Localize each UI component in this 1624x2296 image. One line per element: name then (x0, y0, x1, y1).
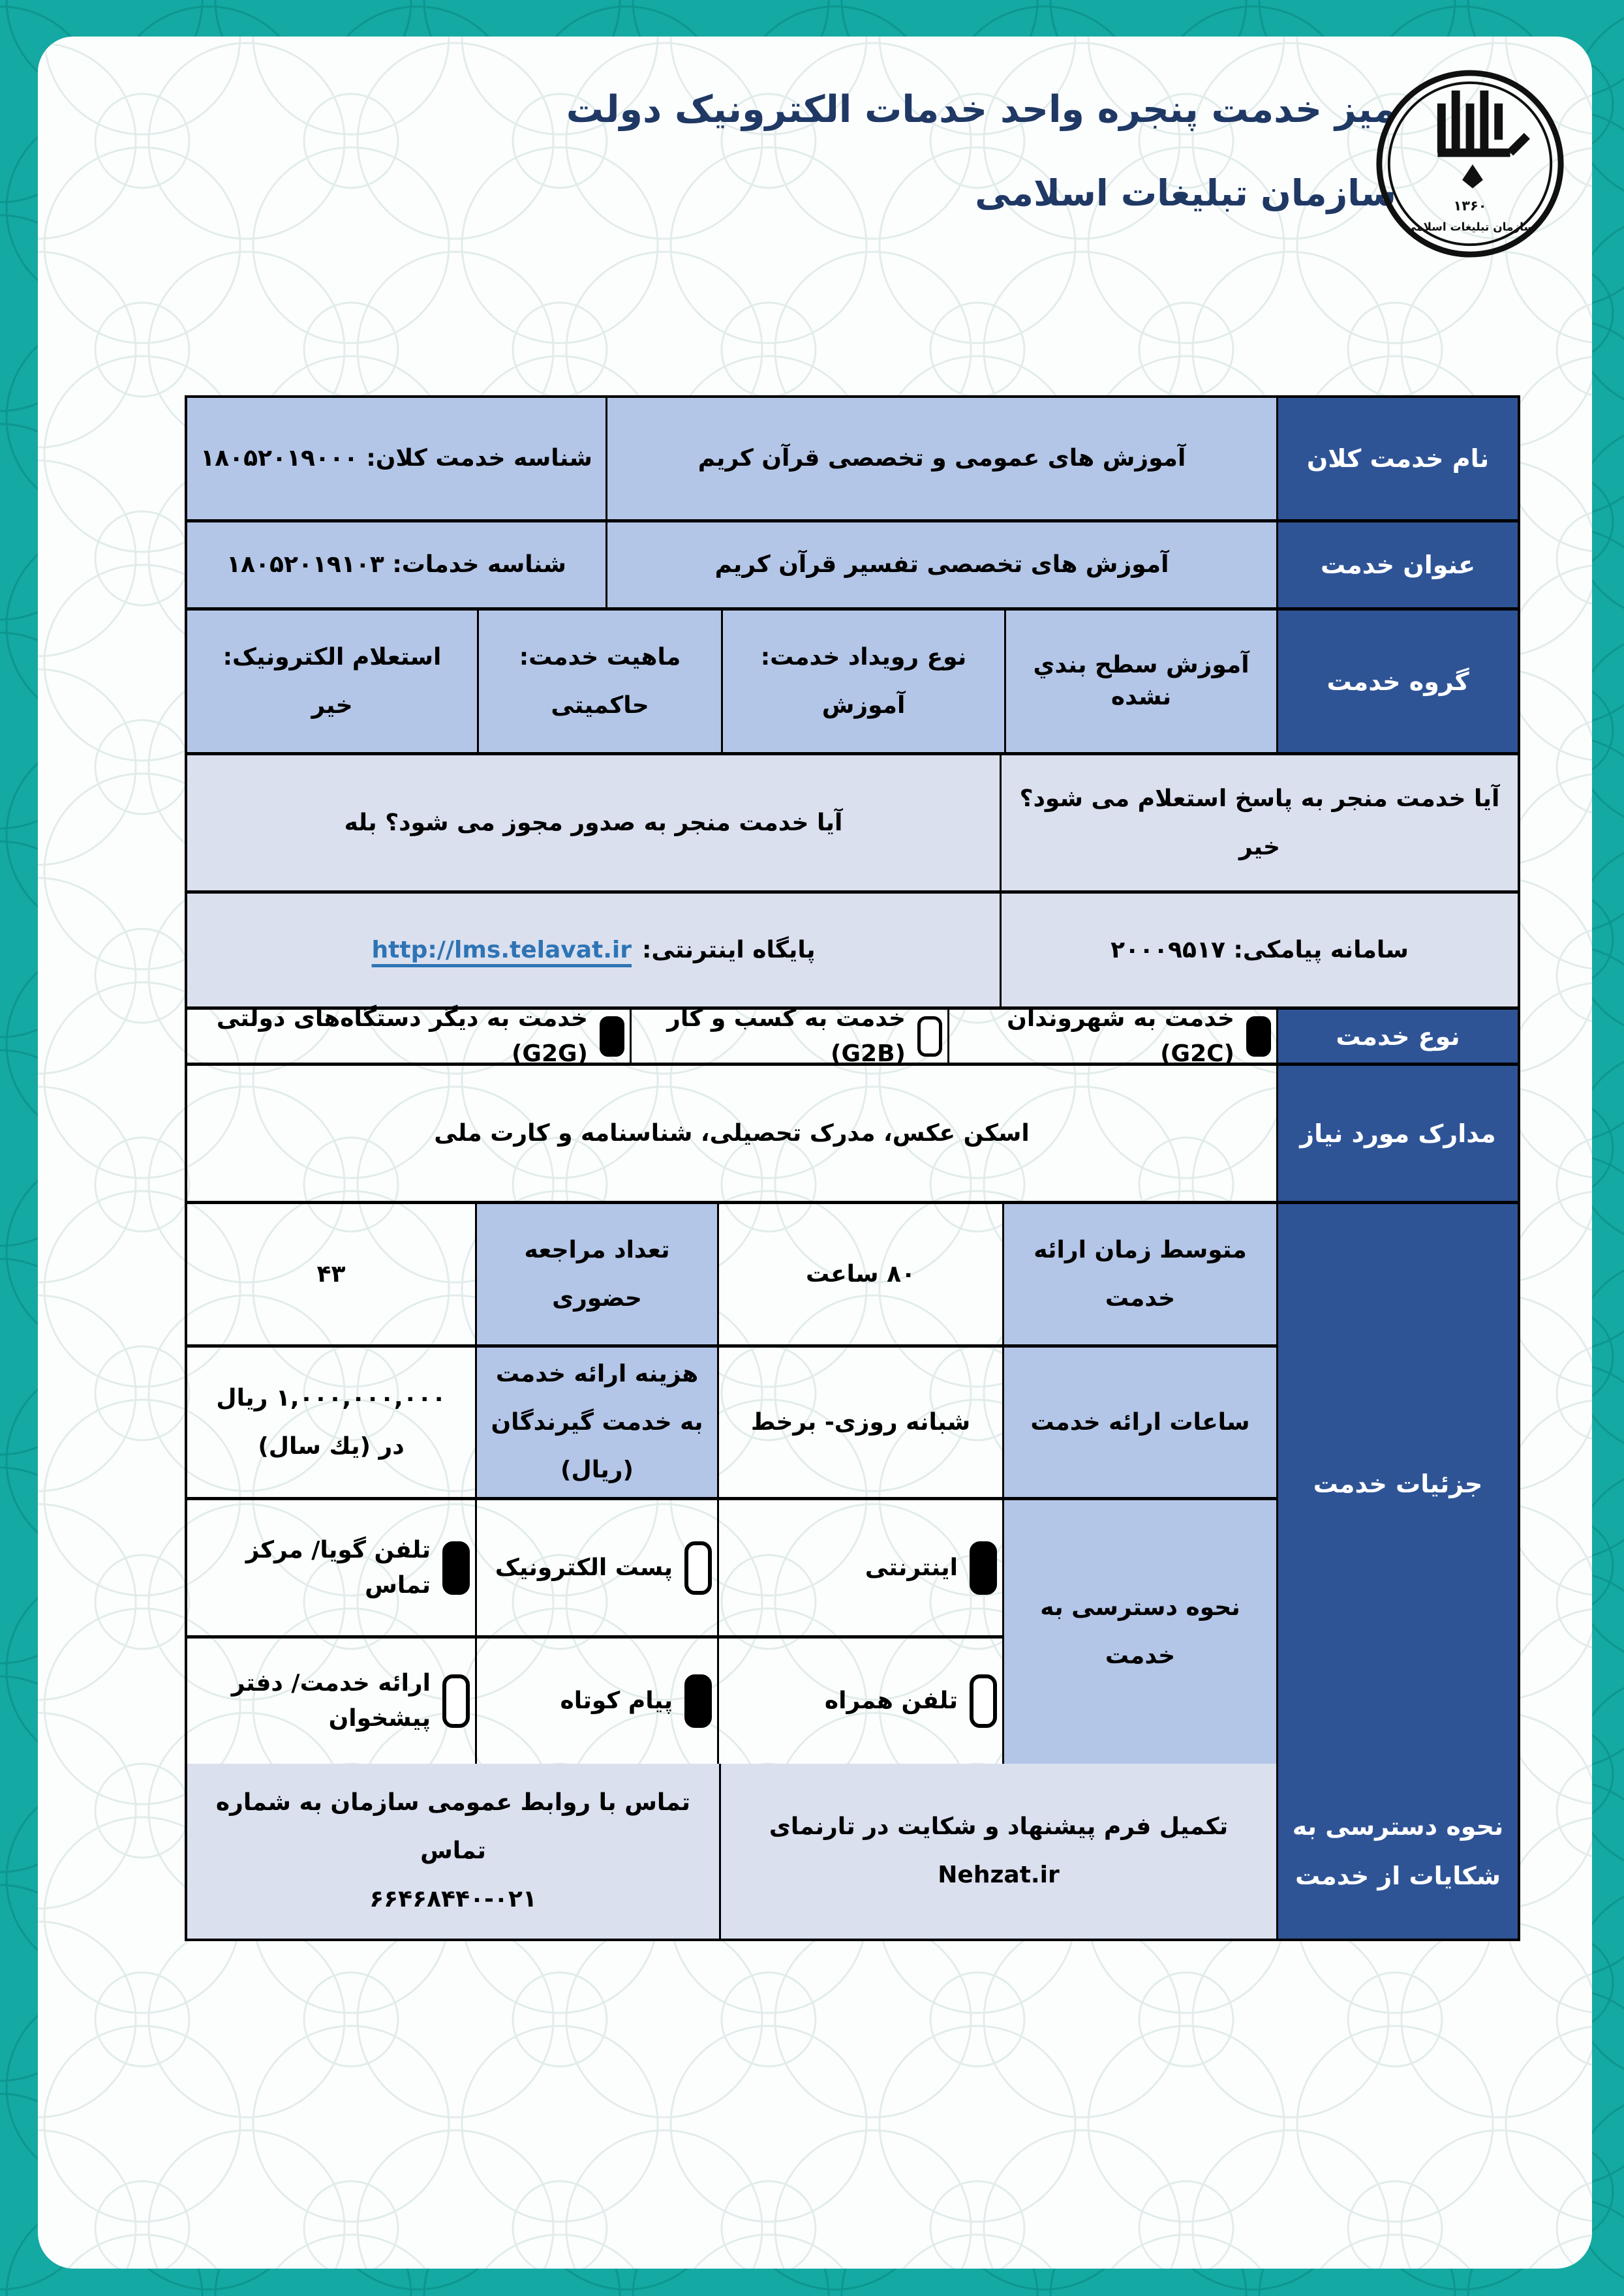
organization-logo (1373, 56, 1567, 271)
access-internet (719, 1500, 1002, 1635)
row-macro-service (187, 398, 1518, 519)
service-group-header: گروه خدمت (1278, 611, 1518, 752)
logo-year: ۱۳۶۰ (1453, 198, 1487, 214)
service-type-g2b (632, 1004, 949, 1067)
macro-service-id: شناسه خدمت کلان: ۱۸۰۵۲۰۱۹۰۰۰ (187, 398, 607, 519)
page-title: میز خدمت پنجره واحد خدمات الکترونیک دولت (566, 88, 1396, 131)
internet-label: اینترنتی (865, 1554, 958, 1581)
access-call-center (187, 1500, 477, 1635)
call-center-label: تلفن گویا/ مرکز تماس (245, 1536, 431, 1599)
g2b-label: خدمت به کسب و کار (G2B) (667, 1004, 906, 1067)
complaints-web: تکمیل فرم پیشنهاد و شکایت در تارنمای Nehzat.ir (721, 1764, 1278, 1939)
hours-label: ساعات ارائه خدمت (1004, 1348, 1276, 1497)
mobile-label: تلفن همراه (824, 1687, 958, 1714)
row-inquiry-license (187, 752, 1518, 890)
service-title-id: شناسه خدمات: ۱۸۰۵۲۰۱۹۱۰۳ (187, 522, 607, 607)
complaints-phone-number: ۶۶۴۶۸۴۴۰-۰۲۱ (369, 1885, 537, 1912)
sms-system: سامانه پیامکی: ۲۰۰۰۹۵۱۷ (1002, 894, 1518, 1006)
access-methods-grid (187, 1500, 1004, 1764)
cost-period: در (یك سال) (258, 1432, 405, 1460)
visits-value: ۴۳ (187, 1204, 477, 1344)
event-type-label: نوع رویداد خدمت: (760, 643, 967, 671)
call-center-checkbox[interactable] (442, 1541, 470, 1595)
website-link[interactable]: http://lms.telavat.ir (371, 936, 632, 963)
access-counter (187, 1639, 477, 1764)
electronic-inquiry (187, 611, 479, 752)
avg-time-label: متوسط زمان ارائه خدمت (1004, 1204, 1276, 1344)
service-title-name: آموزش های تخصصی تفسیر قرآن کریم (607, 522, 1278, 607)
g2c-checkbox[interactable] (1246, 1016, 1271, 1057)
row-documents (187, 1063, 1518, 1201)
service-details-body (187, 1204, 1278, 1764)
access-row-1 (187, 1500, 1002, 1635)
event-type-value: آموزش (821, 691, 906, 719)
website-label: پایگاه اینترنتی: (642, 936, 816, 963)
service-title-header: عنوان خدمت (1278, 522, 1518, 607)
counter-label: ارائه خدمت/ دفتر پیشخوان (231, 1670, 431, 1732)
documents-header: مدارک مورد نیاز (1278, 1066, 1518, 1201)
complaints-phone (187, 1764, 721, 1939)
g2c-label: خدمت به شهروندان (G2C) (1007, 1004, 1234, 1067)
inquiry-label: استعلام الکترونیک: (222, 643, 442, 671)
row-service-group (187, 607, 1518, 752)
counter-checkbox[interactable] (442, 1674, 470, 1728)
service-details-header: جزئیات خدمت (1278, 1204, 1518, 1764)
row-complaints (187, 1764, 1518, 1939)
sms-label: پیام کوتاه (560, 1687, 673, 1714)
nature-value: حاکمیتی (551, 691, 649, 719)
visits-label: تعداد مراجعه حضوری (477, 1204, 719, 1344)
access-methods-label: نحوه دسترسی به خدمت (1004, 1500, 1276, 1764)
service-type-header: نوع خدمت (1278, 1010, 1518, 1063)
section-service-details (187, 1201, 1518, 1764)
documents-value: اسکن عکس، مدرک تحصیلی، شناسنامه و کارت ملی (187, 1066, 1278, 1201)
access-row-2 (187, 1635, 1002, 1764)
g2g-checkbox[interactable] (600, 1016, 624, 1057)
sms-checkbox[interactable] (684, 1674, 712, 1728)
avg-time-value: ۸۰ ساعت (719, 1204, 1004, 1344)
row-service-type (187, 1004, 1518, 1067)
cost-amount: ۱,۰۰۰,۰۰۰,۰۰۰ ریال (216, 1384, 446, 1412)
complaints-header-line2: شکایات از خدمت (1295, 1862, 1501, 1890)
service-table (185, 395, 1520, 1941)
document-card (38, 37, 1592, 2269)
license-question: آیا خدمت منجر به صدور مجوز می شود؟ بله (187, 755, 1002, 890)
service-group-value: آموزش سطح بندي نشده (1006, 611, 1278, 752)
nature-label: ماهیت خدمت: (519, 643, 681, 671)
website-cell (187, 894, 1002, 1006)
email-checkbox[interactable] (684, 1541, 712, 1595)
rows-access-methods (187, 1497, 1276, 1764)
logo-caption: سازمان تبلیغات اسلامی (1405, 220, 1535, 234)
row-service-title (187, 519, 1518, 607)
access-sms (477, 1639, 719, 1764)
g2b-checkbox[interactable] (917, 1016, 942, 1057)
hours-value: شبانه روزی- برخط (719, 1348, 1004, 1497)
cost-value (187, 1348, 477, 1497)
row-avg-time (187, 1204, 1276, 1344)
organization-name: سازمان تبلیغات اسلامی (975, 172, 1396, 214)
service-event-type (723, 611, 1006, 752)
service-nature (479, 611, 723, 752)
service-type-g2c (949, 1004, 1278, 1067)
access-mobile (719, 1639, 1002, 1764)
internet-checkbox[interactable] (970, 1541, 997, 1595)
service-type-g2g (187, 1004, 632, 1067)
inquiry-answer-question: آیا خدمت منجر به پاسخ استعلام می شود؟ خیر (1002, 755, 1518, 890)
complaints-header-line1: نحوه دسترسی به (1292, 1812, 1504, 1841)
complaints-phone-text: تماس با روابط عمومی سازمان به شماره تماس (215, 1789, 691, 1865)
mobile-checkbox[interactable] (970, 1674, 997, 1728)
inquiry-value: خیر (311, 691, 353, 719)
access-email (477, 1500, 719, 1635)
macro-service-header: نام خدمت کلان (1278, 398, 1518, 519)
email-label: پست الکترونیک (495, 1554, 673, 1581)
g2g-label: خدمت به دیگر دستگاه‌های دولتی (G2G) (216, 1004, 588, 1067)
islamic-propagation-organization-logo-icon (1373, 56, 1567, 271)
page-header (566, 88, 1396, 214)
macro-service-name: آموزش های عمومی و تخصصی قرآن کریم (607, 398, 1278, 519)
cost-label: هزینه ارائه خدمت به خدمت گیرندگان (ریال) (477, 1348, 719, 1497)
row-hours-cost (187, 1344, 1276, 1497)
row-contact (187, 890, 1518, 1006)
complaints-header (1278, 1764, 1518, 1939)
